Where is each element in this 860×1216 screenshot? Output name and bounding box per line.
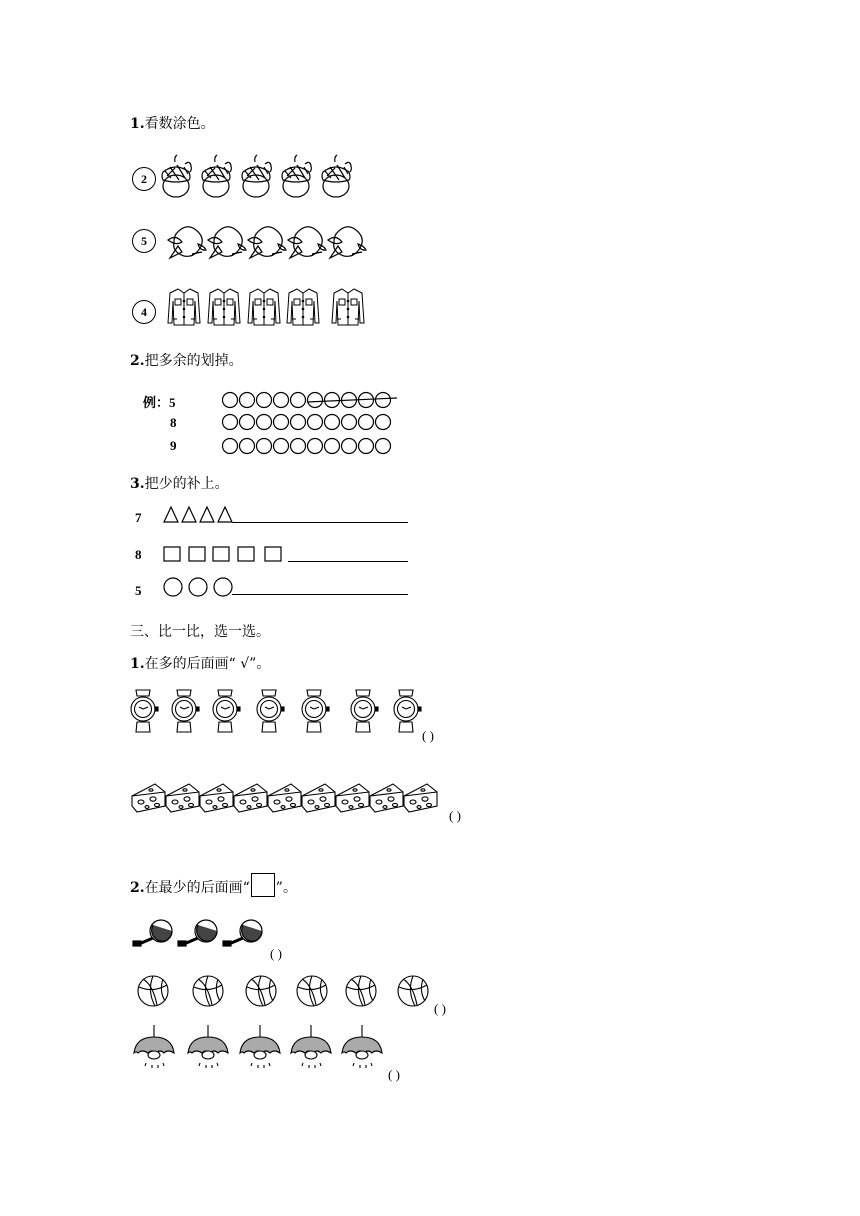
triangle bbox=[200, 507, 214, 522]
cheese-icon bbox=[403, 782, 439, 814]
question-2-title bbox=[130, 873, 297, 897]
row-label: 8 bbox=[170, 415, 177, 430]
lamp-icon bbox=[132, 1025, 176, 1071]
question-number: 1. bbox=[130, 116, 145, 132]
count-circle: 5 bbox=[132, 229, 156, 253]
row-label: 5 bbox=[135, 583, 142, 598]
question-text: 把少的补上。 bbox=[144, 476, 229, 492]
square bbox=[238, 547, 254, 561]
cheese-icon bbox=[131, 782, 167, 814]
lamp-icon bbox=[238, 1025, 282, 1071]
question-number: 2. bbox=[130, 880, 145, 896]
square bbox=[213, 547, 229, 561]
square bbox=[164, 547, 180, 561]
cheese-icon bbox=[301, 782, 337, 814]
answer-paren[interactable]: ( ) bbox=[422, 728, 434, 743]
section-title: 三、比一比，选一选。 bbox=[130, 624, 270, 640]
question-number: 2. bbox=[130, 353, 145, 369]
triangle bbox=[182, 507, 196, 522]
triangle bbox=[218, 507, 232, 522]
question-text: 看数涂色。 bbox=[144, 116, 215, 132]
question-text-end: ”。 bbox=[275, 880, 297, 896]
square bbox=[265, 547, 281, 561]
basketball-icon bbox=[397, 975, 431, 1009]
basketball-icon bbox=[345, 975, 379, 1009]
answer-paren[interactable]: ( ) bbox=[270, 946, 282, 961]
cheese-icon bbox=[233, 782, 269, 814]
answer-paren[interactable]: ( ) bbox=[449, 808, 461, 823]
cheese-icon bbox=[369, 782, 405, 814]
watch-icon bbox=[393, 688, 423, 734]
row-label: 8 bbox=[135, 547, 142, 562]
cheese-icon bbox=[267, 782, 303, 814]
answer-paren[interactable]: ( ) bbox=[434, 1001, 446, 1016]
basketball-icon bbox=[137, 975, 171, 1009]
circle bbox=[214, 578, 232, 596]
lamp-icon bbox=[289, 1025, 333, 1071]
triangle bbox=[164, 507, 178, 522]
row-label: 9 bbox=[170, 438, 177, 453]
count-circle: 4 bbox=[132, 300, 156, 324]
row-label: 7 bbox=[135, 510, 142, 525]
basketball-icon bbox=[296, 975, 330, 1009]
watch-icon bbox=[171, 688, 201, 734]
answer-paren[interactable]: ( ) bbox=[388, 1067, 400, 1082]
cheese-icon bbox=[199, 782, 235, 814]
circle bbox=[164, 578, 182, 596]
count-circle: 2 bbox=[132, 167, 156, 191]
cheese-icon bbox=[335, 782, 371, 814]
question-text: 把多余的划掉。 bbox=[144, 353, 243, 369]
answer-line[interactable] bbox=[232, 594, 408, 595]
question-text: 在多的后面画“ √”。 bbox=[144, 656, 271, 672]
cheese-icon bbox=[165, 782, 201, 814]
basketball-icon bbox=[245, 975, 279, 1009]
paddle-icon bbox=[176, 919, 220, 951]
watch-icon bbox=[350, 688, 380, 734]
lamp-icon bbox=[186, 1025, 230, 1071]
question-text: 在最少的后面画“ bbox=[144, 880, 250, 896]
question-number: 3. bbox=[130, 476, 145, 492]
basketball-icon bbox=[192, 975, 226, 1009]
question-1-title bbox=[130, 653, 270, 673]
paddle-icon bbox=[221, 919, 265, 951]
lamp-icon bbox=[340, 1025, 384, 1071]
square bbox=[189, 547, 205, 561]
watch-icon bbox=[301, 688, 331, 734]
question-number: 1. bbox=[130, 656, 145, 672]
answer-line[interactable] bbox=[232, 522, 408, 523]
example-label: 例：5 bbox=[143, 395, 176, 410]
paddle-icon bbox=[131, 919, 175, 951]
answer-line[interactable] bbox=[288, 561, 408, 562]
square-symbol bbox=[251, 873, 275, 897]
circle bbox=[189, 578, 207, 596]
watch-icon bbox=[212, 688, 242, 734]
watch-icon bbox=[130, 688, 160, 734]
watch-icon bbox=[256, 688, 286, 734]
